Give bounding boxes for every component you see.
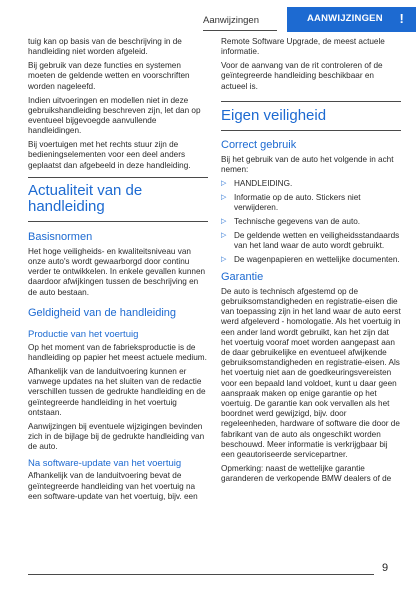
section-tab-label: AANWIJZINGEN bbox=[307, 13, 383, 24]
left-column bbox=[28, 37, 208, 506]
paragraph: Afhankelijk van de landuitvoering kunnen er vanwege updates na het sluiten van de redactie verschillen tussen de gedrukte handleiding en de geïntegreerde handleiding in het voertuig ontstaan. bbox=[28, 367, 206, 417]
paragraph: Bij voertuigen met het rechts stuur zijn de bedieningselementen voor een deel anders geplaatst dan afgebeeld in deze handleiding. bbox=[28, 140, 191, 170]
paragraph: De auto is technisch afgestemd op de gebruiksomstandigheden en registratie-eisen die van toepassing zijn in het land waar de auto eerst werd afgeleverd - homologatie. Als het voertuig in een ander land wordt gebruikt, kan het zijn dat het voertuig vooraf moet worden aangepast aan de daar gebruikelijke en eventueel afwijkende gebruiksomstandigheden en registratie-eisen. Als het voertuig niet aan de goedkeuringsvereisten voor een bepaald land voldoet, kunt u daar geen aanspraak maken op enige garantie op het voertuig. De garantie kan ook vervallen als het boordnet werd gewijzigd, bijv. door regeleenheden, hardware of software die door de fabrikant van de auto als ongeschikt worden beschouwd. Meer informatie is verkrijgbaar bij een geautoriseerde servicepartner. bbox=[221, 286, 401, 460]
paragraph: tuig kan op basis van de beschrijving in de handleiding niet worden afgeleid. bbox=[28, 37, 182, 57]
footer-divider bbox=[28, 574, 374, 575]
section-tab-stripe bbox=[287, 30, 416, 32]
triangle-bullet-icon: ▷ bbox=[221, 217, 227, 225]
paragraph: Opmerking: naast de wettelijke garantie garanderen de verkopende BMW dealers of de bbox=[221, 464, 392, 484]
paragraph: Bij gebruik van deze functies en systemen moeten de geldende wetten en voorschriften worden nageleefd. bbox=[28, 61, 190, 91]
header-divider bbox=[203, 30, 277, 31]
list-item: ▷ Technische gegevens van de auto. bbox=[221, 216, 361, 226]
list-item: ▷ HANDLEIDING. bbox=[221, 179, 293, 189]
paragraph: Het hoge veiligheids- en kwaliteitsniveau van onze auto's wordt gewaarborgd door continu verder te ontwikkelen. In enkele gevallen kunnen daardoor afwijkingen tussen de beschrijving en de auto bestaan. bbox=[28, 246, 206, 297]
section-divider bbox=[221, 101, 401, 102]
section-divider bbox=[221, 130, 401, 131]
subheading-garantie: Garantie bbox=[221, 270, 264, 283]
list-item: ▷ Informatie op de auto. Stickers niet verwijderen. bbox=[221, 192, 361, 213]
paragraph: Bij het gebruik van de auto het volgende in acht nemen: bbox=[221, 154, 394, 175]
subheading-productie: Productie van het voertuig bbox=[28, 328, 139, 340]
paragraph: Afhankelijk van de landuitvoering bevat de geïntegreerde handleiding van het voertuig na een software-update van het voertuig, bijv. een bbox=[28, 471, 198, 501]
subheading-geldigheid: Geldigheid van de handleiding bbox=[28, 306, 177, 319]
paragraph: Remote Software Upgrade, de meest actuele informatie. bbox=[221, 37, 385, 57]
paragraph: Op het moment van de fabrieksproductie is de handleiding op papier het meest actuele medium. bbox=[28, 342, 207, 363]
triangle-bullet-icon: ▷ bbox=[221, 231, 227, 239]
triangle-bullet-icon: ▷ bbox=[221, 180, 227, 188]
triangle-bullet-icon: ▷ bbox=[221, 193, 227, 201]
section-tab bbox=[287, 7, 416, 30]
paragraph: Aanwijzingen bij eventuele wijzigingen bevinden zich in de bijlage bij de gedrukte handleiding van de auto. bbox=[28, 421, 205, 452]
running-header bbox=[203, 12, 277, 30]
subheading-correct-gebruik: Correct gebruik bbox=[221, 138, 297, 151]
subheading-software: Na software-update van het voertuig bbox=[28, 458, 182, 470]
section-divider bbox=[28, 177, 208, 178]
breadcrumb: Aanwijzingen bbox=[203, 15, 259, 26]
paragraph: Indien uitvoeringen en modellen niet in deze gebruikshandleiding beschreven zijn, let dan op eventueel bijgevoegde aanvullende handleidingen. bbox=[28, 95, 201, 136]
section-heading-eigen-veiligheid: Eigen veiligheid bbox=[221, 106, 327, 124]
right-column bbox=[221, 37, 401, 488]
paragraph: Voor de aanvang van de rit controleren of de geïntegreerde handleiding beschikbaar en actueel is. bbox=[221, 61, 383, 91]
section-divider bbox=[28, 221, 208, 222]
triangle-bullet-icon: ▷ bbox=[221, 255, 227, 263]
usage-list bbox=[221, 179, 401, 265]
list-item: ▷ De geldende wetten en veiligheidsstandaards van het land waar de auto wordt gebruikt. bbox=[221, 230, 400, 250]
list-item: ▷ De wagenpapieren en wettelijke documenten. bbox=[221, 254, 400, 264]
subheading-basisnormen: Basisnormen bbox=[28, 230, 93, 243]
section-heading-actualiteit: Actualiteit van de handleiding bbox=[28, 181, 143, 215]
page-number: 9 bbox=[382, 562, 389, 574]
exclamation-icon: ! bbox=[399, 11, 404, 26]
